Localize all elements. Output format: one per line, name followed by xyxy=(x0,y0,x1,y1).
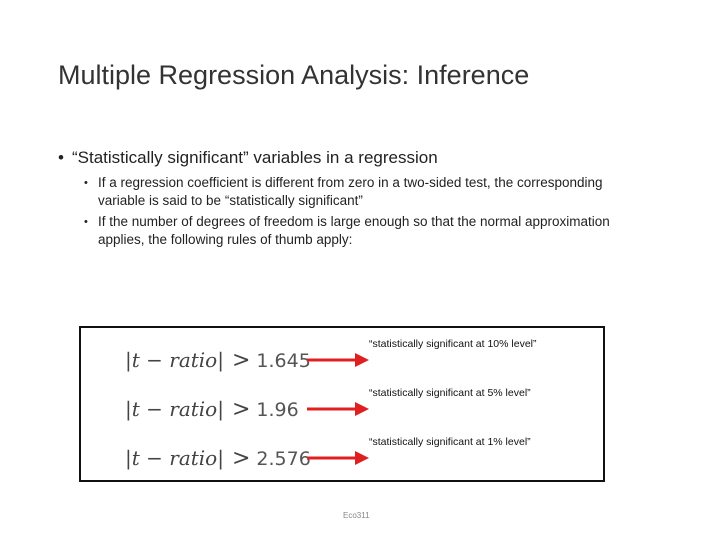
right-arrow-icon xyxy=(307,401,369,417)
slide-footer: Eco311 xyxy=(343,511,370,520)
sub-bullet xyxy=(84,174,644,210)
t-ratio-inequality: |t − ratio| > 1.96 xyxy=(125,397,299,422)
main-bullet-text: “Statistically significant” variables in a regression xyxy=(72,148,438,167)
rule-row xyxy=(81,438,603,478)
formula-lhs: t − ratio xyxy=(131,348,218,372)
bullet-dot: • xyxy=(84,216,88,228)
sub-bullet-list xyxy=(84,174,644,252)
bullet-dot: • xyxy=(84,177,88,189)
bullet-dot: • xyxy=(58,148,64,167)
t-ratio-inequality: |t − ratio| > 1.645 xyxy=(125,348,311,373)
right-arrow-icon xyxy=(307,450,369,466)
sub-bullet-text: If a regression coefficient is different from zero in a two-sided test, the corresponding variable is said to be “statistically significant” xyxy=(98,175,603,208)
rules-of-thumb-box xyxy=(79,326,605,482)
threshold-value: 2.576 xyxy=(256,448,311,470)
threshold-value: 1.96 xyxy=(256,399,299,421)
sub-bullet xyxy=(84,213,644,249)
sub-bullet-text: If the number of degrees of freedom is large enough so that the normal approximation applies, the following rules of thumb apply: xyxy=(98,214,610,247)
significance-label: “statistically significant at 5% level” xyxy=(369,387,531,399)
slide-title: Multiple Regression Analysis: Inference xyxy=(58,60,530,90)
threshold-value: 1.645 xyxy=(256,350,311,372)
significance-label: “statistically significant at 10% level” xyxy=(369,338,537,350)
rule-row xyxy=(81,340,603,380)
formula-lhs: t − ratio xyxy=(131,397,218,421)
right-arrow-icon xyxy=(307,352,369,368)
main-bullet xyxy=(58,148,438,168)
significance-label: “statistically significant at 1% level” xyxy=(369,436,531,448)
t-ratio-inequality: |t − ratio| > 2.576 xyxy=(125,446,311,471)
formula-lhs: t − ratio xyxy=(131,446,218,470)
rule-row xyxy=(81,389,603,429)
